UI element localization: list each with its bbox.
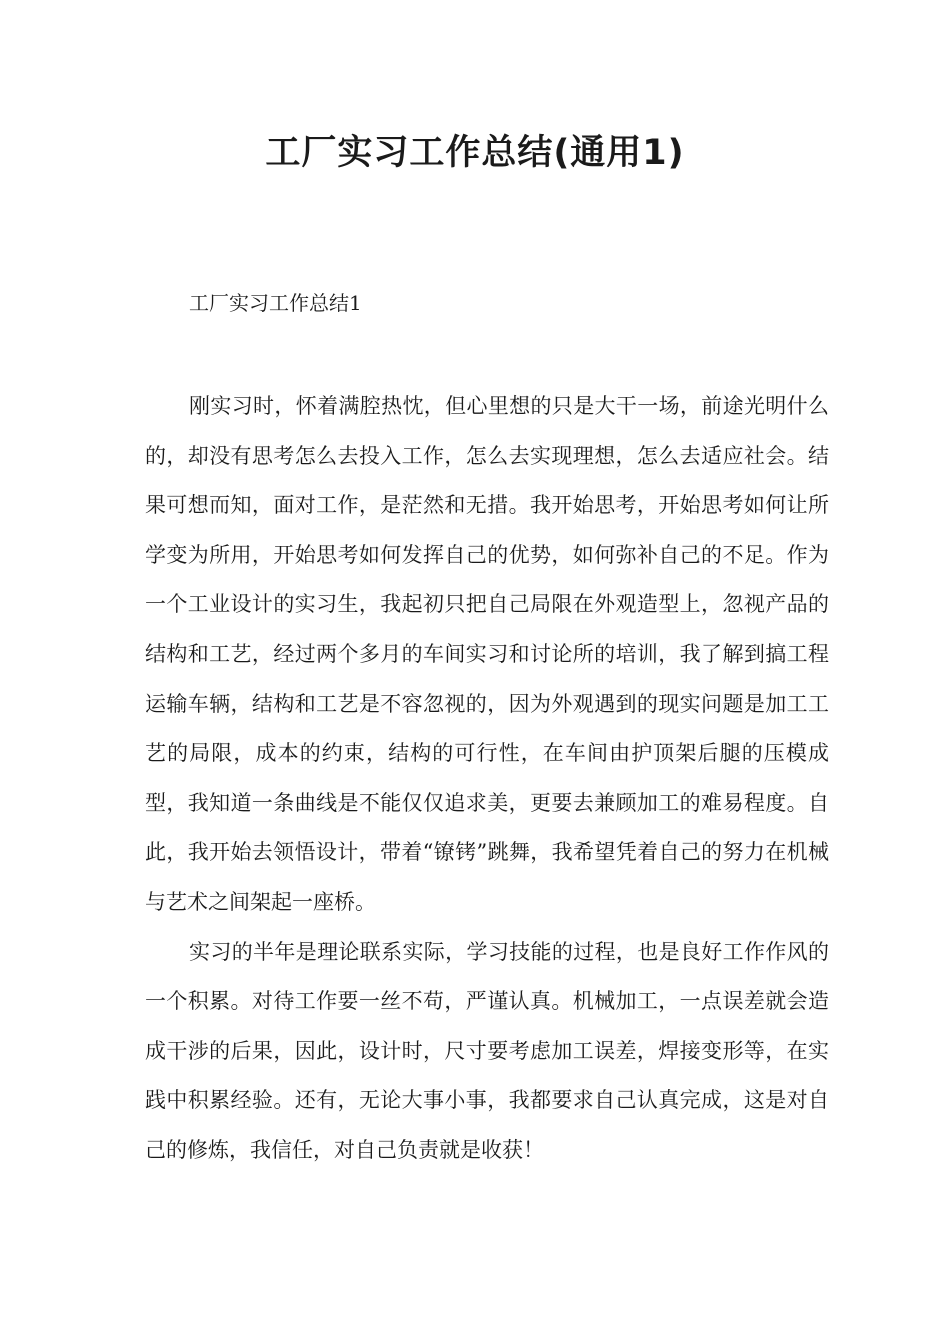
section-heading: 工厂实习工作总结1	[189, 291, 362, 315]
document-title: 工厂实习工作总结(通用1)	[265, 133, 685, 173]
document-body	[145, 382, 829, 1176]
paragraph-1: 刚实习时，怀着满腔热忱，但心里想的只是大干一场，前途光明什么的，却没有思考怎么去投入工作，怎么去实现理想，怎么去适应社会。结果可想而知，面对工作，是茫然和无措。我开始思考，开始思考如何让所学变为所用，开始思考如何发挥自己的优势，如何弥补自己的不足。作为一个工业设计的实习生，我起初只把自己局限在外观造型上，忽视产品的结构和工艺，经过两个多月的车间实习和讨论所的培训，我了解到搞工程运输车辆，结构和工艺是不容忽视的，因为外观遇到的现实问题是加工工艺的局限，成本的约束，结构的可行性，在车间由护顶架后腿的压模成型，我知道一条曲线是不能仅仅追求美，更要去兼顾加工的难易程度。自此，我开始去领悟设计，带着“镣铐”跳舞，我希望凭着自己的努力在机械与艺术之间架起一座桥。	[145, 394, 829, 914]
paragraph-2: 实习的半年是理论联系实际，学习技能的过程，也是良好工作作风的一个积累。对待工作要一丝不苟，严谨认真。机械加工，一点误差就会造成干涉的后果，因此，设计时，尺寸要考虑加工误差，焊接变形等，在实践中积累经验。还有，无论大事小事，我都要求自己认真完成，这是对自己的修炼，我信任，对自己负责就是收获！	[145, 939, 829, 1162]
